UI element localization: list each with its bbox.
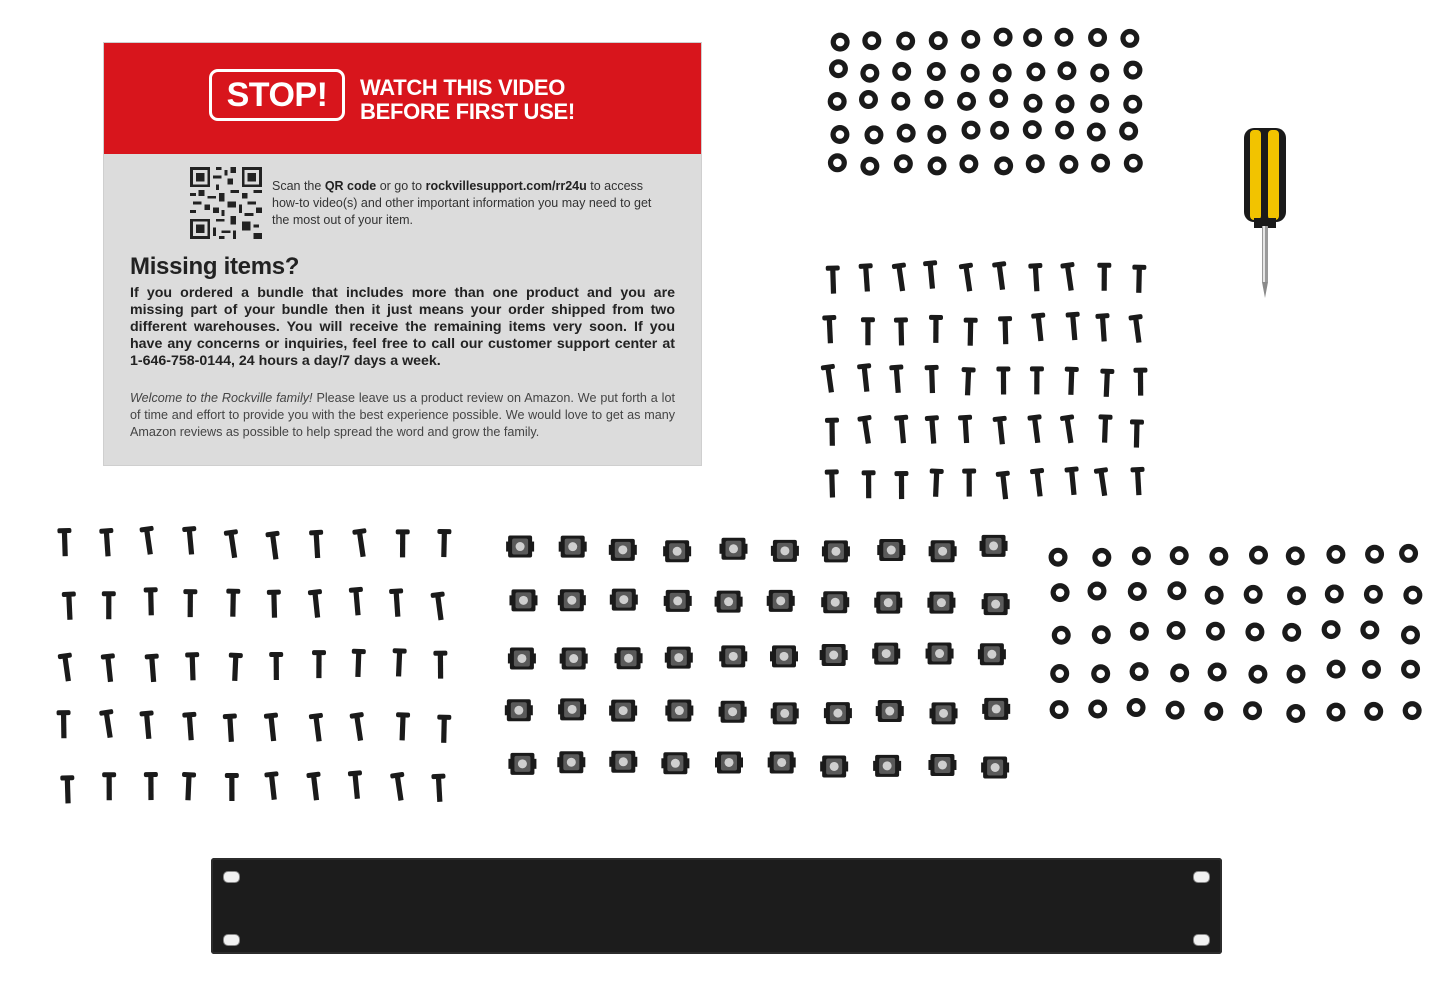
cage-nut-icon <box>615 647 643 669</box>
washer-icon <box>1249 546 1268 565</box>
screw-icon <box>389 588 405 617</box>
screw-icon <box>1060 262 1078 292</box>
cage-nut-icon <box>715 751 743 773</box>
washer-icon <box>1208 663 1227 682</box>
washer-icon <box>1052 626 1071 645</box>
cage-nut-icon <box>981 756 1009 778</box>
cage-nut-icon <box>982 698 1010 720</box>
washer-icon <box>1167 581 1186 600</box>
screw-icon <box>139 710 155 739</box>
washer-icon <box>1023 28 1042 47</box>
screw-icon <box>228 653 243 682</box>
cage-nut-icon <box>719 538 747 560</box>
washer-icon <box>1360 620 1379 639</box>
screw-icon <box>309 713 326 743</box>
screw-icon <box>185 652 200 680</box>
scan-text-2: or go to <box>376 179 426 193</box>
screw-icon <box>998 316 1013 344</box>
screw-icon <box>182 526 198 555</box>
cage-nut-icon <box>610 589 638 611</box>
screw-icon <box>183 589 197 617</box>
screw-icon <box>145 653 161 682</box>
washer-icon <box>1167 621 1186 640</box>
cage-nut-icon <box>557 751 585 773</box>
screw-icon <box>58 652 76 682</box>
screw-icon <box>1130 467 1146 496</box>
washer-icon <box>927 125 946 144</box>
washer-icon <box>1059 155 1078 174</box>
screw-icon <box>349 587 365 616</box>
washer-icon <box>1090 94 1109 113</box>
washer-icon <box>1166 701 1185 720</box>
washer-icon <box>864 125 883 144</box>
washer-icon <box>961 30 980 49</box>
washer-icon <box>892 62 911 81</box>
panel-slot-icon <box>223 871 240 883</box>
screw-icon <box>929 315 943 343</box>
cage-nut-icon <box>926 643 954 665</box>
washer-icon <box>1327 660 1346 679</box>
screw-icon <box>312 650 326 678</box>
headline-line-1: WATCH THIS VIDEO <box>360 75 566 100</box>
screw-icon <box>992 261 1010 291</box>
screw-icon <box>269 652 283 680</box>
screw-icon <box>1133 368 1147 396</box>
screw-icon <box>1098 414 1113 442</box>
washer-icon <box>1204 702 1223 721</box>
screw-icon <box>433 651 447 679</box>
washer-icon <box>1364 702 1383 721</box>
washer-icon <box>1092 625 1111 644</box>
washer-icon <box>1130 662 1149 681</box>
support-url: rockvillesupport.com/rr24u <box>425 179 587 193</box>
screw-icon <box>1030 366 1044 394</box>
washer-icon <box>1050 664 1069 683</box>
screw-icon <box>996 366 1010 394</box>
washer-icon <box>989 89 1008 108</box>
cage-nut-icon <box>980 535 1008 557</box>
screw-icon <box>894 415 910 444</box>
washer-icon <box>1170 546 1189 565</box>
cage-nut-icon <box>876 700 904 722</box>
washer-icon <box>1057 61 1076 80</box>
screw-icon <box>1132 265 1147 293</box>
washer-icon <box>1092 548 1111 567</box>
screw-icon <box>99 528 115 557</box>
screw-icon <box>961 367 976 396</box>
cage-nut-icon <box>824 702 852 724</box>
cage-nut-icon <box>664 590 692 612</box>
washer-icon <box>924 90 943 109</box>
washer-icon <box>1051 583 1070 602</box>
washer-icon <box>1026 62 1045 81</box>
screw-icon <box>225 773 239 801</box>
screw-icon <box>181 772 196 801</box>
screw-icon <box>962 469 976 497</box>
screw-icon <box>144 772 158 800</box>
screw-icon <box>396 529 410 557</box>
washer-icon <box>1170 664 1189 683</box>
cage-nut-icon <box>560 648 588 670</box>
cage-nut-icon <box>822 540 850 562</box>
washer-icon <box>1362 660 1381 679</box>
washer-icon <box>1088 28 1107 47</box>
screw-icon <box>889 364 905 393</box>
washer-icon <box>896 32 915 51</box>
washer-icon <box>1054 28 1073 47</box>
screw-icon <box>958 415 974 444</box>
screw-icon <box>821 364 839 394</box>
washer-icon <box>831 33 850 52</box>
screw-icon <box>102 772 116 800</box>
washer-icon <box>1023 120 1042 139</box>
stop-badge: STOP! <box>209 69 345 121</box>
washer-icon <box>1205 586 1224 605</box>
cage-nut-icon <box>927 592 955 614</box>
washer-icon <box>1124 154 1143 173</box>
washer-icon <box>1326 703 1345 722</box>
screw-icon <box>101 653 118 682</box>
screw-icon <box>352 528 370 558</box>
screw-icon <box>1129 419 1144 447</box>
washer-icon <box>1326 545 1345 564</box>
washer-icon <box>859 90 878 109</box>
cage-nut-icon <box>719 645 747 667</box>
cage-nut-icon <box>982 593 1010 615</box>
screw-icon <box>437 715 452 743</box>
washer-icon <box>1245 623 1264 642</box>
cage-nut-icon <box>767 590 795 612</box>
cage-nut-icon <box>509 589 537 611</box>
washer-icon <box>897 124 916 143</box>
washer-icon <box>961 121 980 140</box>
cage-nut-icon <box>874 592 902 614</box>
washer-icon <box>830 125 849 144</box>
washer-icon <box>1282 623 1301 642</box>
washer-icon <box>927 62 946 81</box>
screw-icon <box>1097 263 1111 291</box>
cage-nut-icon <box>558 698 586 720</box>
cage-nut-icon <box>877 539 905 561</box>
washer-icon <box>993 64 1012 83</box>
screw-icon <box>139 526 157 556</box>
washer-icon <box>1123 61 1142 80</box>
screw-icon <box>1128 314 1146 344</box>
screw-icon <box>1099 369 1114 398</box>
screw-icon <box>60 775 75 803</box>
cage-nut-icon <box>771 702 799 724</box>
panel-slot-icon <box>223 934 240 946</box>
screw-icon <box>1064 466 1081 495</box>
washer-icon <box>1364 585 1383 604</box>
screw-icon <box>349 712 367 742</box>
washer-icon <box>828 153 847 172</box>
screw-icon <box>390 772 408 802</box>
washer-icon <box>1056 94 1075 113</box>
washer-icon <box>928 156 947 175</box>
screw-icon <box>857 415 875 445</box>
scan-text-3: to access how-to video(s) and other important information you may need to get the most out of your item. <box>272 179 652 227</box>
welcome-body: Please leave us a product review on Amazon. We put forth a lot of time and effort to provide you with the best experience possible. We would love to get as many Amazon reviews as possible to help spread the word and grow the family. <box>130 391 675 439</box>
screw-icon <box>963 318 978 346</box>
cage-nut-icon <box>719 701 747 723</box>
panel-slot-icon <box>1193 871 1210 883</box>
welcome-italic: Welcome to the Rockville family! <box>130 391 313 405</box>
missing-items-title: Missing items? <box>130 253 300 280</box>
washer-icon <box>1244 585 1263 604</box>
screw-icon <box>861 317 875 345</box>
screw-icon <box>224 529 242 559</box>
cage-nut-icon <box>770 645 798 667</box>
missing-items-body: If you ordered a bundle that includes more than one product and you are missing part of your bundle then it just means your order shipped from two different warehouses. You will receive the remaining items very soon. If you have any concerns or inquiries, feel free to call our customer support center at 1-646-758-0144, 24 hours a day/7 days a week. <box>130 285 675 369</box>
cage-nut-icon <box>821 591 849 613</box>
screw-icon <box>925 415 941 444</box>
washer-icon <box>1023 94 1042 113</box>
cage-nut-icon <box>559 536 587 558</box>
washer-icon <box>957 92 976 111</box>
cage-nut-icon <box>558 589 586 611</box>
cage-nut-icon <box>661 752 689 774</box>
screw-icon <box>309 530 325 559</box>
screw-icon <box>929 468 944 497</box>
screw-icon <box>925 365 940 393</box>
screw-icon <box>894 471 908 499</box>
washer-icon <box>1325 584 1344 603</box>
blank-rack-panel <box>211 858 1222 954</box>
washer-icon <box>1399 544 1418 563</box>
screw-icon <box>265 531 283 561</box>
washer-icon <box>1286 704 1305 723</box>
screw-icon <box>959 262 977 292</box>
washer-icon <box>1087 123 1106 142</box>
cage-nut-icon <box>505 699 533 721</box>
washer-icon <box>1401 626 1420 645</box>
screw-icon <box>102 591 116 619</box>
washer-icon <box>1322 620 1341 639</box>
washer-icon <box>891 92 910 111</box>
cage-nut-icon <box>506 536 534 558</box>
screw-icon <box>99 709 117 739</box>
screw-icon <box>430 591 448 621</box>
cage-nut-icon <box>820 644 848 666</box>
screw-icon <box>57 710 71 738</box>
screw-icon <box>862 470 876 498</box>
washer-icon <box>994 28 1013 47</box>
washer-icon <box>929 31 948 50</box>
screw-icon <box>996 471 1013 500</box>
screw-icon <box>826 265 841 293</box>
screw-icon <box>822 315 837 344</box>
scan-text-1: Scan the <box>272 179 325 193</box>
washer-icon <box>1401 660 1420 679</box>
washer-icon <box>1055 121 1074 140</box>
washer-icon <box>860 157 879 176</box>
screw-icon <box>306 772 323 801</box>
screw-icon <box>859 263 875 292</box>
washer-icon <box>990 121 1009 140</box>
screw-icon <box>1028 263 1044 292</box>
panel-slot-icon <box>1193 934 1210 946</box>
washer-icon <box>1091 664 1110 683</box>
screw-icon <box>226 589 241 617</box>
cage-nut-icon <box>930 702 958 724</box>
cage-nut-icon <box>929 540 957 562</box>
washer-icon <box>1132 546 1151 565</box>
washer-icon <box>1248 665 1267 684</box>
cage-nut-icon <box>508 753 536 775</box>
washer-icon <box>860 64 879 83</box>
washer-icon <box>1091 154 1110 173</box>
cage-nut-icon <box>665 647 693 669</box>
screw-icon <box>825 469 840 497</box>
cage-nut-icon <box>663 540 691 562</box>
screw-icon <box>395 712 410 740</box>
cage-nut-icon <box>771 540 799 562</box>
cage-nut-icon <box>609 751 637 773</box>
washer-icon <box>1087 582 1106 601</box>
screw-icon <box>144 587 159 615</box>
screw-icon <box>264 771 281 800</box>
scan-qr-label: QR code <box>324 179 377 193</box>
washer-icon <box>1026 154 1045 173</box>
screw-icon <box>1027 414 1044 444</box>
screw-icon <box>267 590 282 618</box>
screw-icon <box>1060 414 1078 444</box>
screw-icon <box>923 260 939 289</box>
washer-icon <box>1049 548 1068 567</box>
cage-nut-icon <box>715 591 743 613</box>
washer-icon <box>862 31 881 50</box>
washer-icon <box>1130 622 1149 641</box>
cage-nut-icon <box>928 754 956 776</box>
cage-nut-icon <box>872 643 900 665</box>
cage-nut-icon <box>665 700 693 722</box>
washer-icon <box>1403 701 1422 720</box>
screw-icon <box>437 529 452 557</box>
washer-icon <box>1119 122 1138 141</box>
washer-icon <box>1050 700 1069 719</box>
screw-icon <box>892 262 910 292</box>
screw-icon <box>1095 313 1111 342</box>
washer-icon <box>1206 622 1225 641</box>
washer-icon <box>1123 95 1142 114</box>
screw-icon <box>182 712 198 741</box>
cage-nut-icon <box>978 643 1006 665</box>
screw-icon <box>1031 312 1048 341</box>
cage-nut-icon <box>820 755 848 777</box>
screw-icon <box>1030 468 1047 497</box>
screw-icon <box>348 770 365 799</box>
washer-icon <box>1286 546 1305 565</box>
screw-icon <box>1064 367 1079 395</box>
screw-icon <box>62 591 77 620</box>
washer-icon <box>1127 698 1146 717</box>
washer-icon <box>1403 586 1422 605</box>
washer-icon <box>1243 701 1262 720</box>
screw-icon <box>351 649 366 677</box>
washer-icon <box>961 64 980 83</box>
washer-icon <box>1088 699 1107 718</box>
cage-nut-icon <box>609 700 637 722</box>
screw-icon <box>308 589 325 618</box>
screwdriver-icon <box>1244 128 1286 298</box>
screw-icon <box>264 712 281 741</box>
washer-icon <box>1128 582 1147 601</box>
screw-icon <box>894 317 909 345</box>
cage-nut-icon <box>768 751 796 773</box>
washer-icon <box>894 154 913 173</box>
washer-icon <box>1365 545 1384 564</box>
screw-icon <box>857 363 874 392</box>
screw-icon <box>992 416 1009 445</box>
washer-icon <box>1090 63 1109 82</box>
washer-icon <box>1120 29 1139 48</box>
screw-icon <box>392 648 407 677</box>
screw-icon <box>825 418 839 446</box>
screw-icon <box>1094 467 1112 497</box>
washer-icon <box>828 92 847 111</box>
screw-icon <box>57 528 72 556</box>
screw-icon <box>1065 312 1081 341</box>
screw-icon <box>431 773 447 802</box>
washer-icon <box>1209 547 1228 566</box>
washer-icon <box>829 59 848 78</box>
cage-nut-icon <box>873 755 901 777</box>
cage-nut-icon <box>609 539 637 561</box>
washer-icon <box>994 156 1013 175</box>
cage-nut-icon <box>508 647 536 669</box>
headline-line-2: BEFORE FIRST USE! <box>360 99 575 124</box>
washer-icon <box>1287 665 1306 684</box>
washer-icon <box>959 154 978 173</box>
washer-icon <box>1287 586 1306 605</box>
screw-icon <box>223 713 239 742</box>
